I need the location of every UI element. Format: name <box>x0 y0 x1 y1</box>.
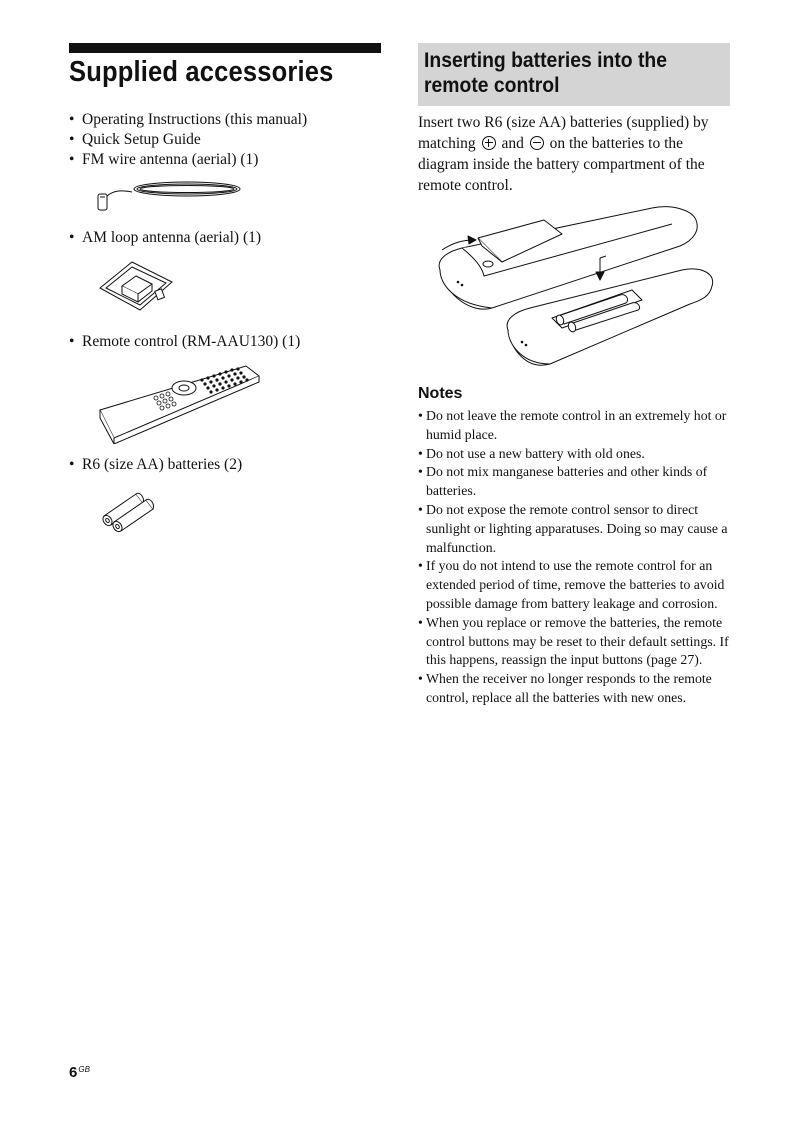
list-item: • Quick Setup Guide <box>69 131 201 148</box>
fm-antenna-illustration <box>92 178 242 218</box>
list-item: • Remote control (RM-AAU130) (1) <box>69 333 301 350</box>
section-title-supplied-accessories: Supplied accessories <box>69 56 334 88</box>
section-title-inserting-batteries: Inserting batteries into the remote control <box>424 48 667 97</box>
page-number: $6^{GB}$ <box>69 1064 90 1081</box>
header-rule <box>69 43 381 53</box>
plus-icon <box>482 136 496 150</box>
list-item: • When the receiver no longer responds to the remote control, replace all the batteries with new ones. <box>418 670 730 708</box>
intro-paragraph: Insert two R6 (size AA) batteries (supplied) by matching and on the batteries to the diagram inside the battery compartment of the remote control. <box>418 114 709 194</box>
list-item: • Do not use a new battery with old ones. <box>418 445 730 464</box>
notes-list <box>418 407 730 708</box>
list-item: • R6 (size AA) batteries (2) <box>69 456 243 473</box>
list-item: • AM loop antenna (aerial) (1) <box>69 229 262 246</box>
minus-icon <box>530 136 544 150</box>
list-item: • When you replace or remove the batteries, the remote control buttons may be reset to their default settings. If this happens, reassign the input buttons (page 27). <box>418 614 730 670</box>
remote-control-illustration <box>96 360 264 444</box>
list-item: • If you do not intend to use the remote control for an extended period of time, remove the batteries to avoid possible damage from battery leakage and corrosion. <box>418 557 730 613</box>
list-item: • FM wire antenna (aerial) (1) <box>69 151 259 168</box>
list-item: • Do not mix manganese batteries and other kinds of batteries. <box>418 463 730 501</box>
am-loop-antenna-illustration <box>92 256 182 316</box>
list-item: • Do not leave the remote control in an extremely hot or humid place. <box>418 407 730 445</box>
notes-heading: Notes <box>418 385 463 402</box>
list-item: • Do not expose the remote control sensor to direct sunlight or lighting apparatuses. Doing so may cause a malfunction. <box>418 501 730 557</box>
batteries-illustration <box>96 488 160 532</box>
list-item: • Operating Instructions (this manual) <box>69 111 308 128</box>
battery-insertion-illustration <box>432 200 722 372</box>
